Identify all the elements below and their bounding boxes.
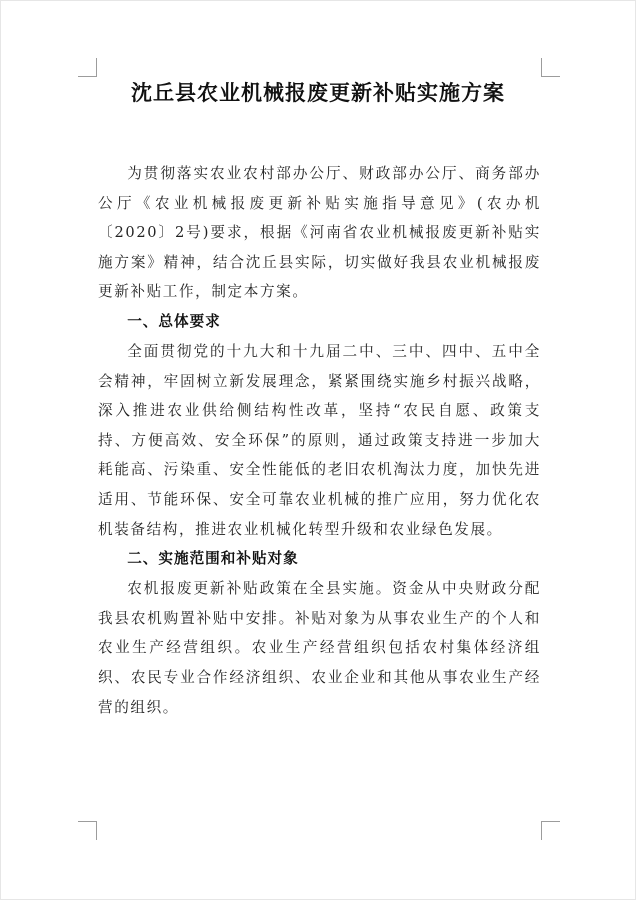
- section-paragraph-scope-and-recipients: 农机报废更新补贴政策在全县实施。资金从中央财政分配我县农机购置补贴中安排。补贴对象为从事农业生产的个人和农业生产经营组织。农业生产经营组织包括农村集体经济组织、农民专业合作经济组织、农业企业和其他从事农业生产经营的组织。: [98, 580, 541, 716]
- page-corner-mark-bottom-right: [541, 821, 560, 840]
- section-heading-general-requirements: 一、总体要求: [127, 312, 221, 330]
- intro-paragraph: 为贯彻落实农业农村部办公厅、财政部办公厅、商务部办公厅《农业机械报废更新补贴实施指导意见》(农办机〔2020〕2号)要求，根据《河南省农业机械报废更新补贴实施方案》精神，结合沈丘县实际，切实做好我县农业机械报废更新补贴工作，制定本方案。: [98, 165, 541, 301]
- page-corner-mark-bottom-left: [78, 821, 97, 840]
- page-corner-mark-top-left: [78, 58, 97, 77]
- section-heading-scope-and-recipients: 二、实施范围和补贴对象: [127, 550, 299, 568]
- document-title: 沈丘县农业机械报废更新补贴实施方案: [131, 80, 505, 105]
- page-corner-mark-top-right: [541, 58, 560, 77]
- section-paragraph-general-requirements: 全面贯彻党的十九大和十九届二中、三中、四中、五中全会精神，牢固树立新发展理念，紧紧围绕实施乡村振兴战略，深入推进农业供给侧结构性改革，坚持“农民自愿、政策支持、方便高效、安全环保”的原则，通过政策支持进一步加大耗能高、污染重、安全性能低的老旧农机淘汰力度，加快先进适用、节能环保、安全可靠农业机械的推广应用，努力优化农机装备结构，推进农业机械化转型升级和农业绿色发展。: [98, 342, 541, 538]
- document-body: [98, 159, 541, 722]
